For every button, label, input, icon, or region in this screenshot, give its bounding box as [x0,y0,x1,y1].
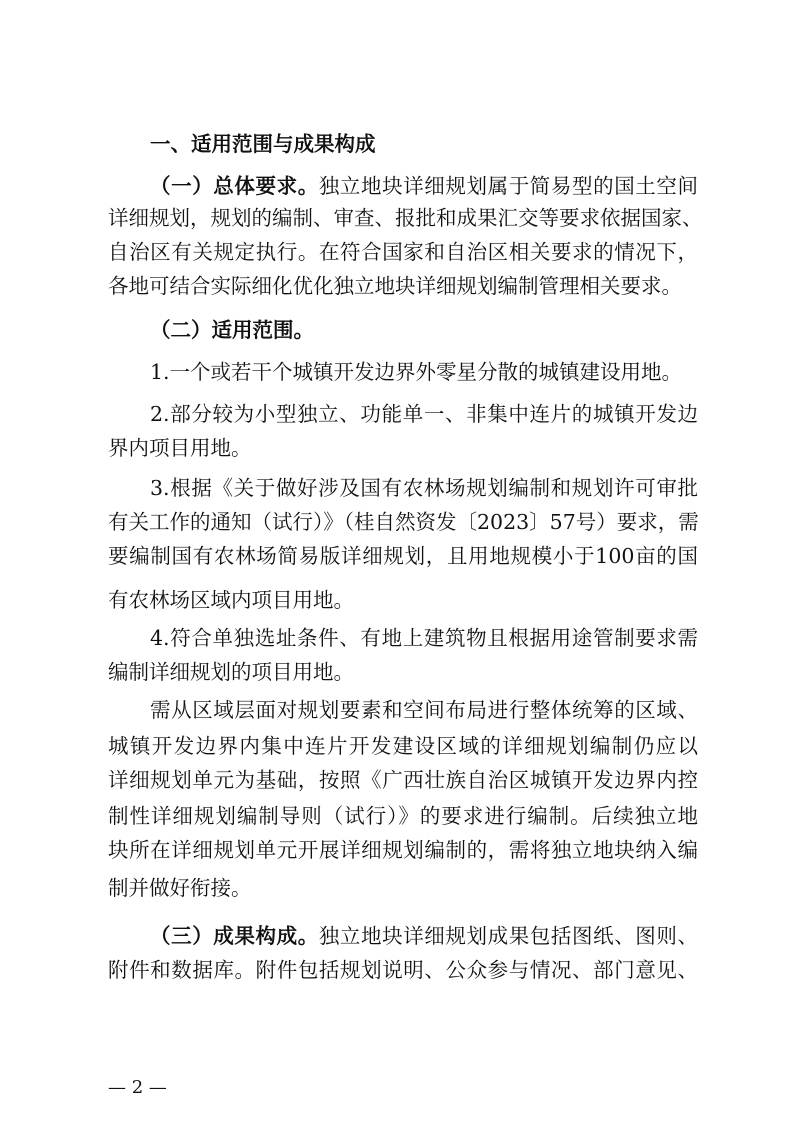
paragraph-line: 编制详细规划的项目用地。 [108,660,354,684]
paragraph-line: 有关工作的通知（试行）》（桂自然资发〔2023〕57号）要求，需 [108,510,699,534]
subsection-title: （一）总体要求。 [150,174,319,198]
paragraph-line: 详细规划，规划的编制、审查、报批和成果汇交等要求依据国家、 [108,206,703,230]
paragraph-line: 详细规划单元为基础，按照《广西壮族自治区城镇开发边界内控 [108,768,698,792]
section-heading: 一、适用范围与成果构成 [150,132,376,156]
paragraph-line [150,920,698,952]
paragraph-line: 4.符合单独选址条件、有地上建筑物且根据用途管制要求需 [150,626,698,650]
subsection-title: （二）适用范围。 [150,318,314,342]
paragraph-line: 附件和数据库。附件包括规划说明、公众参与情况、部门意见、 [108,958,698,982]
paragraph-line: 界内项目用地。 [108,436,252,460]
paragraph-line: 有农林场区域内项目用地。 [108,588,354,612]
paragraph-line: 需从区域层面对规划要素和空间布局进行整体统筹的区域、 [150,698,698,722]
paragraph-line: 要编制国有农林场简易版详细规划，且用地规模小于100亩的国 [108,544,698,568]
paragraph-line [150,170,698,202]
text-span: 独立地块详细规划成果包括图纸、图则、 [318,924,699,948]
paragraph-line [150,314,698,346]
paragraph-line: 1.一个或若干个城镇开发边界外零星分散的城镇建设用地。 [150,360,683,384]
paragraph-line: 自治区有关规定执行。在符合国家和自治区相关要求的情况下， [108,240,698,264]
paragraph-line: 3.根据《关于做好涉及国有农林场规划编制和规划许可审批 [150,476,698,500]
paragraph-line: 城镇开发边界内集中连片开发建设区域的详细规划编制仍应以 [108,734,698,758]
paragraph-line: 块所在详细规划单元开展详细规划编制的，需将独立地块纳入编 [108,838,698,862]
text-span: 独立地块详细规划属于简易型的国土空间 [318,174,699,198]
subsection-title: （三）成果构成。 [150,924,319,948]
paragraph-line: 制性详细规划编制导则（试行）》的要求进行编制。后续独立地 [108,804,698,828]
paragraph-line: 2.部分较为小型独立、功能单一、非集中连片的城镇开发边 [150,402,698,426]
paragraph-line: 各地可结合实际细化优化独立地块详细规划编制管理相关要求。 [108,274,682,298]
page-number: — 2 — [108,1077,167,1098]
paragraph-line: 制并做好衔接。 [108,876,252,900]
